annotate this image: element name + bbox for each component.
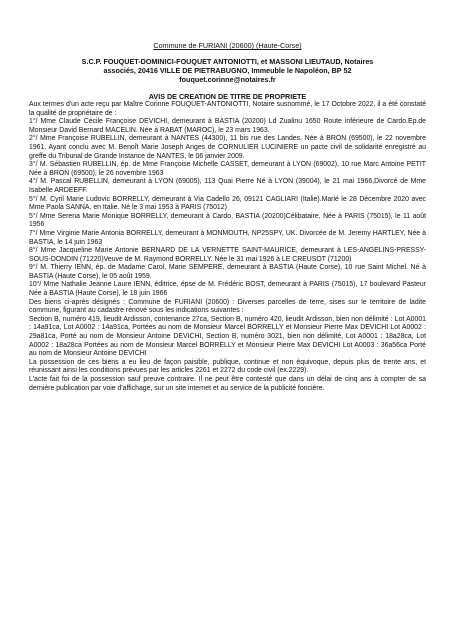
property-paragraph: Des biens ci-après désignés : Commune de FURIANI (20600) : Diverses parcelles de terre, sises sur le territoire de ladite commune, figurant au cadastre rénové sous les indications suivantes : [29,298,426,315]
cadastre-paragraph: Section B, numéro 419, lieudit Ardisson, contenance 27ca, Section B, numéro 420, lieudit Ardisson, bien non délimité : Lot A0001 : 14a91ca, Lot A0002 : 14a91ca, Portées au nom de Monsieur Marcel BORRELLY et Monsieur Pierre Max DEVICHI Lot A0002 : 29a81ca, Porté au nom de Monsieur Antoine DEVICHI, Section B, numéro 3021, bien non délimité, Lot A0001 : 18a28ca, Lot A0002 : 18a28ca Portées au nom de Monsieur Marcel BORRELLY et Monsieur Pierre Max DEVICHI Lot A0003 : 36a56ca Porté au nom de Monsieur Antoine DEVICHI [29,315,426,358]
owner-paragraph: 5°/ Mme Serena Marie Monique BORRELLY, demeurant à Cardo, BASTIA (20200)Célibataire, Née à PARIS (75015), le 11 août 1956 [29,212,426,229]
possession-paragraph: La possession de ces biens a eu lieu de façon paisible, publique, continue et non équivoque, depuis plus de trente ans, et réunissant ainsi les conditions prévues par les articles 2261 et 2272 du code civil (ex.2229). [29,358,426,375]
owner-paragraph: 3°/ M. Sébastien RUBELLIN, ép. de Mme Françoise Michelle CASSET, demeurant à LYON (69002), 10 rue Marc Antoine PETIT Née à BRON (69500), le 26 novembre 1963 [29,161,426,177]
owner-paragraph: 7°/ Mme Virginie Marie Antonia BORRELLY, demeurant à MONMOUTH, NP25SPY, UK. Divorcée de M. Jeremy HARTLEY, Née à BASTIA, le 14 juin 1963 [29,229,426,246]
owner-paragraph: 1°/ Mme Claude Cécile Françoise DEVICHI, demeurant à BASTIA (20200) Ld Zualinu 1650 Route inférieure de Cardo.Ep.de Monsieur David Bernard MACELIN. Née à RABAT (MAROC), le 23 mars 1963. [29,118,426,134]
notary-email: fouquet.corinne@notaires.fr [179,75,276,84]
intro-paragraph: Aux termes d'un acte reçu par Maître Corinne FOUQUET-ANTONIOTTI, Notaire susnommé, le 17 Octobre 2022, il a été constaté la qualité de propriétaire de : [29,101,426,117]
contest-paragraph: L'acte fait foi de la possession sauf preuve contraire. Il ne peut être contesté que dans un délai de cinq ans à compter de sa dernière publication par voie d'affichage, sur un site internet et au service de la publicité foncière. [29,376,426,392]
notary-line-2: associés, 20416 VILLE DE PIETRABUGNO, Immeuble le Napoléon, BP 52 [103,66,352,75]
owner-paragraph: 4°/ M. Pascal RUBELLIN, demeurant à LYON (69005), 113 Quai Pierre Né à LYON (39004), le 21 mai 1966,Divorcé de Mme Isabelle ARDEEFF. [29,178,426,194]
notice-body [29,101,426,393]
notice-title: AVIS DE CREATION DE TITRE DE PROPRIETE [148,92,307,101]
owner-paragraph: 10°/ Mme Nathalie Jeanne Laure IENN, éditrice, épse de M. Frédéric BOST, demeurant à PARIS (75015), 17 boulevard Pasteur Née à BASTIA (Haute Corse), le 18 juin 1966 [29,281,426,298]
owner-paragraph: 2°/ Mme Françoise RUBELLIN, demeurant à NANTES (44300), 11 bis rue des Landes. Née à BRON (69500), le 22 novembre 1961. Ayant conclu avec M. Benoît Marie Joseph Anges de CORNULIER LUCINIERE un pacte civil de solidarité enregistré au greffe du Tribunal de Grande Instance de NANTES, le 06 janvier 2009. [29,135,426,160]
commune-heading: Commune de FURIANI (20600) (Haute-Corse) [153,41,302,50]
owner-paragraph: 8°/ Mme Jacqueline Marie Antonie BERNARD DE LA VERNETTE SAINT-MAURICE, demeurant à LES-ANGELINS-PRESSY-SOUS-DONDIN (71220)Veuve de M. Raymond BORRELLY. Née le 31 mai 1926 à LE CREUSOT (71200) [29,247,426,263]
notary-line-1: S.C.P. FOUQUET-DOMINICI-FOUQUET ANTONIOTTI, et MASSONI LIEUTAUD, Notaires [81,57,374,66]
owner-paragraph: 9°/ M. Thierry IENN, ép. de Madame Carol, Marie SEMPERE, demeurant à BASTIA (Haute Corse), 10 rue Saint Michel. Né à BASTIA (Haute Corse), le 05 août 1959. [29,264,426,280]
owner-paragraph: 5°/ M. Cyril Marie Ludovic BORRELLY, demeurant à Via Cadello 26, 09121 CAGLIARI (Italie).Marié le 28 Décembre 2020 avec Mme Paola SANNA, en Italie. Né le 3 mai 1953 à PARIS (75012) [29,195,426,212]
